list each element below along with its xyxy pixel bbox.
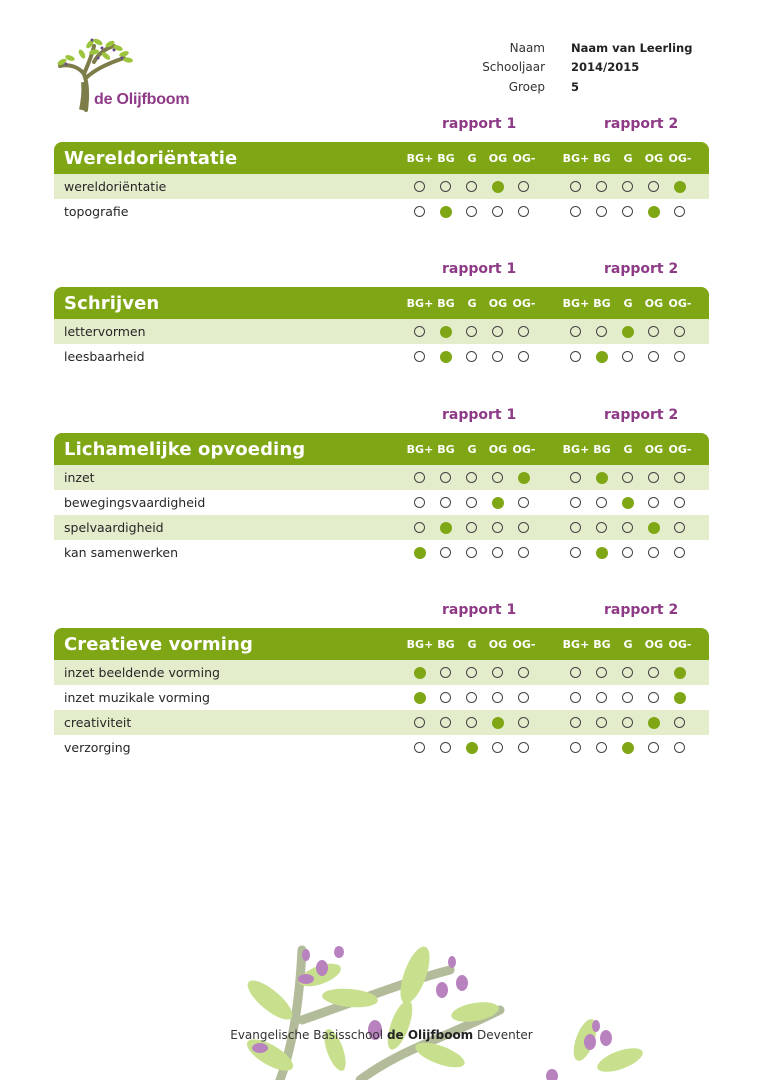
empty-radio-icon[interactable] [622, 692, 633, 703]
info-value: Naam van Leerling [571, 40, 693, 55]
filled-radio-icon[interactable] [440, 206, 452, 218]
column-header-r1-4: OG- [512, 442, 536, 456]
column-header-r2-0: BG+ [562, 442, 590, 456]
empty-radio-icon[interactable] [596, 326, 607, 337]
empty-radio-icon[interactable] [440, 547, 451, 558]
empty-radio-icon[interactable] [570, 742, 581, 753]
column-header-r1-2: G [467, 637, 477, 651]
row-label: spelvaardigheid [64, 520, 164, 535]
filled-radio-icon[interactable] [648, 522, 660, 534]
filled-radio-icon[interactable] [648, 206, 660, 218]
info-row-name [470, 38, 692, 58]
footer-school-name: de Olijfboom [386, 1028, 474, 1042]
filled-radio-icon[interactable] [440, 351, 452, 363]
empty-radio-icon[interactable] [570, 351, 581, 362]
table-row [54, 515, 709, 540]
filled-radio-icon[interactable] [622, 497, 634, 509]
table-row [54, 685, 709, 710]
column-header-r1-4: OG- [512, 637, 536, 651]
empty-radio-icon[interactable] [570, 326, 581, 337]
empty-radio-icon[interactable] [648, 547, 659, 558]
olive-branch-decoration-icon [240, 930, 680, 1080]
empty-radio-icon[interactable] [492, 351, 503, 362]
table-row [54, 319, 709, 344]
empty-radio-icon[interactable] [492, 547, 503, 558]
rapport-labels [54, 116, 709, 142]
column-header-r1-0: BG+ [406, 637, 434, 651]
empty-radio-icon[interactable] [596, 522, 607, 533]
row-label: wereldoriëntatie [64, 179, 167, 194]
empty-radio-icon[interactable] [440, 181, 451, 192]
column-header-r2-0: BG+ [562, 151, 590, 165]
section-title: Schrijven [64, 292, 160, 314]
empty-radio-icon[interactable] [570, 206, 581, 217]
empty-radio-icon[interactable] [492, 742, 503, 753]
row-label: topografie [64, 204, 129, 219]
empty-radio-icon[interactable] [518, 181, 529, 192]
empty-radio-icon[interactable] [518, 351, 529, 362]
empty-radio-icon[interactable] [570, 497, 581, 508]
column-header-r1-2: G [467, 442, 477, 456]
filled-radio-icon[interactable] [674, 692, 686, 704]
empty-radio-icon[interactable] [440, 497, 451, 508]
empty-radio-icon[interactable] [492, 667, 503, 678]
filled-radio-icon[interactable] [518, 472, 530, 484]
empty-radio-icon[interactable] [440, 472, 451, 483]
info-row-schoolyear [470, 58, 692, 78]
empty-radio-icon[interactable] [622, 667, 633, 678]
school-logo [54, 34, 204, 114]
filled-radio-icon[interactable] [674, 667, 686, 679]
empty-radio-icon[interactable] [570, 547, 581, 558]
filled-radio-icon[interactable] [596, 547, 608, 559]
column-header-r2-4: OG- [668, 296, 692, 310]
column-header-r2-1: BG [593, 151, 611, 165]
logo-text: de Olijfboom [94, 91, 190, 108]
info-label: Groep [508, 79, 545, 94]
empty-radio-icon[interactable] [648, 181, 659, 192]
empty-radio-icon[interactable] [466, 717, 477, 728]
empty-radio-icon[interactable] [674, 522, 685, 533]
info-value: 2014/2015 [571, 60, 640, 75]
empty-radio-icon[interactable] [414, 742, 425, 753]
rapport-labels [54, 261, 709, 287]
table-row [54, 710, 709, 735]
column-header-r2-4: OG- [668, 637, 692, 651]
empty-radio-icon[interactable] [414, 717, 425, 728]
empty-radio-icon[interactable] [674, 351, 685, 362]
empty-radio-icon[interactable] [440, 667, 451, 678]
column-header-r2-0: BG+ [562, 296, 590, 310]
empty-radio-icon[interactable] [466, 472, 477, 483]
empty-radio-icon[interactable] [414, 326, 425, 337]
footer-text [0, 1028, 763, 1042]
table-row [54, 660, 709, 685]
table-row [54, 465, 709, 490]
empty-radio-icon[interactable] [466, 497, 477, 508]
filled-radio-icon[interactable] [622, 326, 634, 338]
row-label: bewegingsvaardigheid [64, 495, 206, 510]
empty-radio-icon[interactable] [414, 351, 425, 362]
empty-radio-icon[interactable] [648, 692, 659, 703]
filled-radio-icon[interactable] [492, 181, 504, 193]
filled-radio-icon[interactable] [440, 522, 452, 534]
empty-radio-icon[interactable] [570, 692, 581, 703]
section-schrijven [54, 261, 709, 369]
empty-radio-icon[interactable] [414, 206, 425, 217]
empty-radio-icon[interactable] [596, 742, 607, 753]
column-header-r2-3: OG [644, 442, 664, 456]
empty-radio-icon[interactable] [518, 522, 529, 533]
empty-radio-icon[interactable] [518, 692, 529, 703]
empty-radio-icon[interactable] [466, 351, 477, 362]
empty-radio-icon[interactable] [596, 667, 607, 678]
empty-radio-icon[interactable] [674, 497, 685, 508]
row-label: inzet muzikale vorming [64, 690, 210, 705]
rapport-1-label: rapport 1 [442, 261, 517, 277]
footer-prefix: Evangelische Basisschool [230, 1028, 387, 1042]
info-value: 5 [571, 79, 580, 94]
empty-radio-icon[interactable] [596, 692, 607, 703]
column-header-r1-1: BG [437, 296, 455, 310]
empty-radio-icon[interactable] [440, 692, 451, 703]
filled-radio-icon[interactable] [674, 181, 686, 193]
table-row [54, 199, 709, 224]
empty-radio-icon[interactable] [622, 717, 633, 728]
row-label: kan samenwerken [64, 545, 178, 560]
empty-radio-icon[interactable] [492, 206, 503, 217]
filled-radio-icon[interactable] [414, 667, 426, 679]
empty-radio-icon[interactable] [674, 326, 685, 337]
section-wereldori-ntatie [54, 116, 709, 224]
empty-radio-icon[interactable] [466, 206, 477, 217]
empty-radio-icon[interactable] [440, 742, 451, 753]
rapport-labels [54, 407, 709, 433]
column-header-r1-0: BG+ [406, 442, 434, 456]
empty-radio-icon[interactable] [570, 522, 581, 533]
table-row [54, 174, 709, 199]
empty-radio-icon[interactable] [492, 522, 503, 533]
column-header-r2-4: OG- [668, 442, 692, 456]
column-header-r2-1: BG [593, 637, 611, 651]
empty-radio-icon[interactable] [492, 472, 503, 483]
empty-radio-icon[interactable] [518, 547, 529, 558]
empty-radio-icon[interactable] [518, 206, 529, 217]
column-header-r1-1: BG [437, 151, 455, 165]
empty-radio-icon[interactable] [492, 692, 503, 703]
empty-radio-icon[interactable] [414, 472, 425, 483]
empty-radio-icon[interactable] [674, 742, 685, 753]
column-header-r2-2: G [623, 637, 633, 651]
empty-radio-icon[interactable] [622, 522, 633, 533]
filled-radio-icon[interactable] [440, 326, 452, 338]
filled-radio-icon[interactable] [414, 692, 426, 704]
empty-radio-icon[interactable] [570, 667, 581, 678]
empty-radio-icon[interactable] [466, 692, 477, 703]
table-row [54, 344, 709, 369]
filled-radio-icon[interactable] [492, 497, 504, 509]
empty-radio-icon[interactable] [518, 667, 529, 678]
filled-radio-icon[interactable] [622, 742, 634, 754]
empty-radio-icon[interactable] [648, 497, 659, 508]
row-label: creativiteit [64, 715, 132, 730]
empty-radio-icon[interactable] [648, 326, 659, 337]
column-header-r2-3: OG [644, 637, 664, 651]
empty-radio-icon[interactable] [518, 497, 529, 508]
column-header-r1-1: BG [437, 442, 455, 456]
section-header [54, 628, 709, 660]
column-header-r1-3: OG [488, 151, 508, 165]
table-row [54, 490, 709, 515]
empty-radio-icon[interactable] [674, 717, 685, 728]
empty-radio-icon[interactable] [414, 522, 425, 533]
empty-radio-icon[interactable] [596, 206, 607, 217]
empty-radio-icon[interactable] [674, 206, 685, 217]
empty-radio-icon[interactable] [466, 326, 477, 337]
column-header-r2-0: BG+ [562, 637, 590, 651]
column-header-r1-1: BG [437, 637, 455, 651]
column-header-r1-4: OG- [512, 151, 536, 165]
student-info [470, 38, 692, 97]
empty-radio-icon[interactable] [466, 547, 477, 558]
rapport-2-label: rapport 2 [604, 261, 679, 277]
empty-radio-icon[interactable] [596, 717, 607, 728]
empty-radio-icon[interactable] [466, 522, 477, 533]
empty-radio-icon[interactable] [622, 472, 633, 483]
rapport-2-label: rapport 2 [604, 602, 679, 618]
section-creatieve-vorming [54, 602, 709, 760]
empty-radio-icon[interactable] [570, 717, 581, 728]
empty-radio-icon[interactable] [648, 472, 659, 483]
empty-radio-icon[interactable] [466, 667, 477, 678]
column-header-r2-2: G [623, 296, 633, 310]
rapport-labels [54, 602, 709, 628]
filled-radio-icon[interactable] [414, 547, 426, 559]
empty-radio-icon[interactable] [570, 181, 581, 192]
empty-radio-icon[interactable] [466, 181, 477, 192]
rapport-1-label: rapport 1 [442, 602, 517, 618]
empty-radio-icon[interactable] [596, 497, 607, 508]
row-label: leesbaarheid [64, 349, 145, 364]
empty-radio-icon[interactable] [648, 742, 659, 753]
info-row-group [470, 77, 692, 97]
column-header-r1-2: G [467, 151, 477, 165]
empty-radio-icon[interactable] [414, 181, 425, 192]
table-row [54, 735, 709, 760]
empty-radio-icon[interactable] [518, 717, 529, 728]
empty-radio-icon[interactable] [518, 742, 529, 753]
rapport-1-label: rapport 1 [442, 116, 517, 132]
rapport-2-label: rapport 2 [604, 116, 679, 132]
filled-radio-icon[interactable] [648, 717, 660, 729]
empty-radio-icon[interactable] [648, 667, 659, 678]
empty-radio-icon[interactable] [622, 181, 633, 192]
column-header-r2-2: G [623, 151, 633, 165]
filled-radio-icon[interactable] [596, 351, 608, 363]
row-label: lettervormen [64, 324, 146, 339]
column-header-r1-4: OG- [512, 296, 536, 310]
section-lichamelijke-opvoeding [54, 407, 709, 565]
filled-radio-icon[interactable] [596, 472, 608, 484]
empty-radio-icon[interactable] [648, 351, 659, 362]
column-header-r2-2: G [623, 442, 633, 456]
empty-radio-icon[interactable] [440, 717, 451, 728]
row-label: inzet beeldende vorming [64, 665, 220, 680]
info-label: Naam [509, 40, 545, 55]
section-header [54, 142, 709, 174]
empty-radio-icon[interactable] [570, 472, 581, 483]
column-header-r1-0: BG+ [406, 151, 434, 165]
empty-radio-icon[interactable] [622, 351, 633, 362]
column-header-r1-2: G [467, 296, 477, 310]
empty-radio-icon[interactable] [674, 472, 685, 483]
section-title: Lichamelijke opvoeding [64, 438, 306, 460]
column-header-r1-0: BG+ [406, 296, 434, 310]
section-title: Wereldoriëntatie [64, 147, 238, 169]
section-header [54, 433, 709, 465]
info-label: Schooljaar [482, 60, 545, 75]
column-header-r2-4: OG- [668, 151, 692, 165]
column-header-r2-1: BG [593, 442, 611, 456]
table-row [54, 540, 709, 565]
section-title: Creatieve vorming [64, 633, 253, 655]
empty-radio-icon[interactable] [622, 206, 633, 217]
row-label: inzet [64, 470, 95, 485]
empty-radio-icon[interactable] [674, 547, 685, 558]
filled-radio-icon[interactable] [466, 742, 478, 754]
empty-radio-icon[interactable] [414, 497, 425, 508]
rapport-2-label: rapport 2 [604, 407, 679, 423]
footer-suffix: Deventer [473, 1028, 533, 1042]
column-header-r2-3: OG [644, 151, 664, 165]
rapport-1-label: rapport 1 [442, 407, 517, 423]
column-header-r2-1: BG [593, 296, 611, 310]
empty-radio-icon[interactable] [622, 547, 633, 558]
empty-radio-icon[interactable] [492, 326, 503, 337]
row-label: verzorging [64, 740, 131, 755]
column-header-r1-3: OG [488, 296, 508, 310]
empty-radio-icon[interactable] [518, 326, 529, 337]
column-header-r1-3: OG [488, 637, 508, 651]
section-header [54, 287, 709, 319]
column-header-r1-3: OG [488, 442, 508, 456]
column-header-r2-3: OG [644, 296, 664, 310]
empty-radio-icon[interactable] [596, 181, 607, 192]
filled-radio-icon[interactable] [492, 717, 504, 729]
